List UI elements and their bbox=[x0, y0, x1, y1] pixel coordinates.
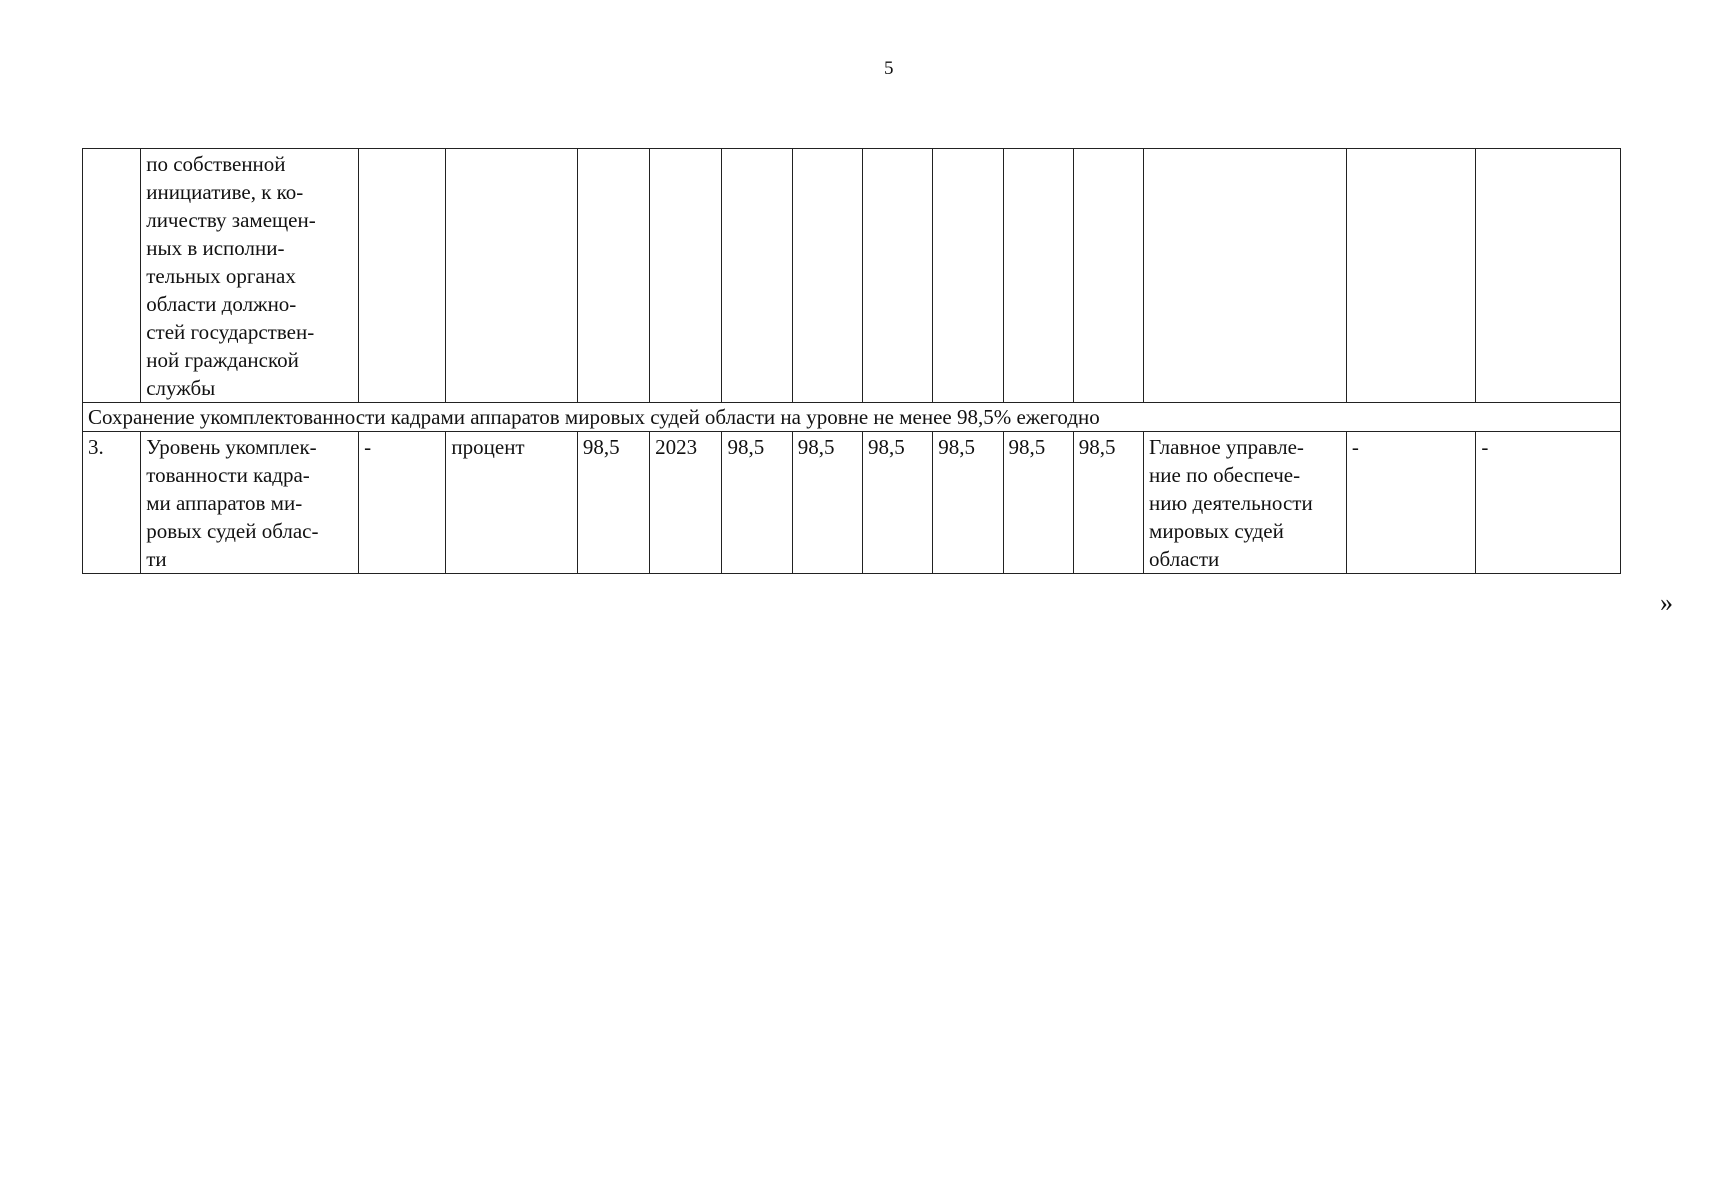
indicator-line: службы bbox=[146, 376, 216, 400]
cell-empty bbox=[1476, 149, 1621, 403]
cell-responsible bbox=[1144, 432, 1347, 574]
cell-value: 98,5 bbox=[1073, 432, 1143, 574]
indicator-line: стей государствен- bbox=[146, 320, 315, 344]
indicator-line: по собственной bbox=[146, 152, 286, 176]
cell-value: 98,5 bbox=[792, 432, 862, 574]
cell-empty bbox=[1346, 149, 1476, 403]
responsible-line: области bbox=[1149, 547, 1220, 571]
cell-base-year: 2023 bbox=[650, 432, 722, 574]
indicator-line: ных в исполни- bbox=[146, 236, 285, 260]
indicators-table bbox=[82, 148, 1621, 574]
section-heading: Сохранение укомплектованности кадрами аппаратов мировых судей области на уровне не менее 98,5% ежегодно bbox=[83, 403, 1621, 432]
indicator-line: тельных органах bbox=[146, 264, 296, 288]
indicator-name-line: ровых судей облас- bbox=[146, 519, 319, 543]
indicator-line: области должно- bbox=[146, 292, 297, 316]
indicator-line: личеству замещен- bbox=[146, 208, 316, 232]
cell-dash: - bbox=[1476, 432, 1621, 574]
cell-value: 98,5 bbox=[933, 432, 1003, 574]
indicator-name-line: ти bbox=[146, 547, 167, 571]
indicator-name-line: тованности кадра- bbox=[146, 463, 310, 487]
indicator-line: инициативе, к ко- bbox=[146, 180, 304, 204]
cell-base-value: 98,5 bbox=[577, 432, 649, 574]
indicator-name-line: ми аппаратов ми- bbox=[146, 491, 303, 515]
indicator-line: ной гражданской bbox=[146, 348, 299, 372]
cell-unit: процент bbox=[446, 432, 578, 574]
responsible-line: Главное управле- bbox=[1149, 435, 1304, 459]
table-row-section-heading bbox=[83, 403, 1621, 432]
responsible-line: ние по обеспече- bbox=[1149, 463, 1301, 487]
cell-empty bbox=[933, 149, 1003, 403]
cell-empty bbox=[792, 149, 862, 403]
page-number: 5 bbox=[884, 58, 894, 79]
cell-empty bbox=[1003, 149, 1073, 403]
responsible-line: нию деятельности bbox=[1149, 491, 1313, 515]
cell-indicator-name bbox=[141, 432, 359, 574]
cell-empty bbox=[1144, 149, 1347, 403]
cell-indicator-name-continued bbox=[141, 149, 359, 403]
cell-dash: - bbox=[359, 432, 446, 574]
cell-empty bbox=[722, 149, 792, 403]
cell-value: 98,5 bbox=[1003, 432, 1073, 574]
responsible-line: мировых судей bbox=[1149, 519, 1284, 543]
table-row-indicator bbox=[83, 432, 1621, 574]
cell-value: 98,5 bbox=[722, 432, 792, 574]
cell-empty bbox=[1073, 149, 1143, 403]
cell-dash: - bbox=[1346, 432, 1476, 574]
table-row-continuation bbox=[83, 149, 1621, 403]
cell-empty bbox=[862, 149, 932, 403]
cell-empty bbox=[650, 149, 722, 403]
cell-empty bbox=[577, 149, 649, 403]
indicator-name-line: Уровень укомплек- bbox=[146, 435, 317, 459]
cell-empty bbox=[446, 149, 578, 403]
cell-value: 98,5 bbox=[862, 432, 932, 574]
cell-number-empty bbox=[83, 149, 141, 403]
closing-quote-mark: » bbox=[1660, 588, 1673, 617]
cell-empty bbox=[359, 149, 446, 403]
cell-row-number: 3. bbox=[83, 432, 141, 574]
